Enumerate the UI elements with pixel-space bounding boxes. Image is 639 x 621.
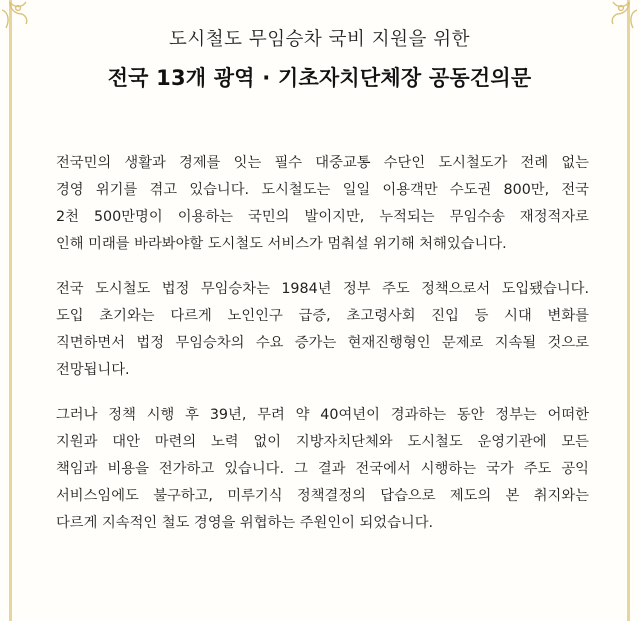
document-body <box>56 150 589 537</box>
paragraph-line: 그러나 정책 시행 후 39년, 무려 약 40여년이 경과하는 동안 정부는 어떠한 <box>56 407 589 423</box>
paragraph-1 <box>56 150 589 258</box>
paragraph-line: 전국 도시철도 법정 무임승차는 1984년 정부 주도 정책으로서 도입됐습니다. <box>56 281 589 297</box>
paragraph-line: 다르게 지속적인 철도 경영을 위협하는 주원인이 되었습니다. <box>56 515 434 531</box>
paragraph-3 <box>56 402 589 537</box>
paragraph-line: 책임과 비용을 전가하고 있습니다. 그 결과 전국에서 시행하는 국가 주도 공익 <box>56 461 589 477</box>
paragraph-line: 전국민의 생활과 경제를 잇는 필수 대중교통 수단인 도시철도가 전례 없는 <box>56 155 589 171</box>
paragraph-line: 서비스임에도 불구하고, 미루기식 정책결정의 답습으로 제도의 본 취지와는 <box>56 488 589 504</box>
paragraph-line: 전망됩니다. <box>56 362 130 378</box>
paragraph-line: 직면하면서 법정 무임승차의 수요 증가는 현재진행형인 문제로 지속될 것으로 <box>56 335 589 351</box>
paragraph-line: 도입 초기와는 다르게 노인인구 급증, 초고령사회 진입 등 시대 변화를 <box>56 308 589 324</box>
paragraph-line: 경영 위기를 겪고 있습니다. 도시철도는 일일 이용객만 수도권 800만, 전국 <box>56 182 589 198</box>
document-header <box>0 27 639 93</box>
paragraph-2 <box>56 276 589 384</box>
paragraph-line: 인해 미래를 바라봐야할 도시철도 서비스가 멈춰설 위기해 처해있습니다. <box>56 236 507 252</box>
right-border-line <box>627 0 630 621</box>
paragraph-line: 2천 500만명이 이용하는 국민의 발이지만, 누적되는 무임수송 재정적자로 <box>56 209 589 225</box>
paragraph-line: 지원과 대안 마련의 노력 없이 지방자치단체와 도시철도 운영기관에 모든 <box>56 434 589 450</box>
left-border-line <box>9 0 12 621</box>
document-title: 전국 13개 광역 · 기초자치단체장 공동건의문 <box>107 66 532 90</box>
document-subtitle: 도시철도 무임승차 국비 지원을 위한 <box>168 29 471 50</box>
